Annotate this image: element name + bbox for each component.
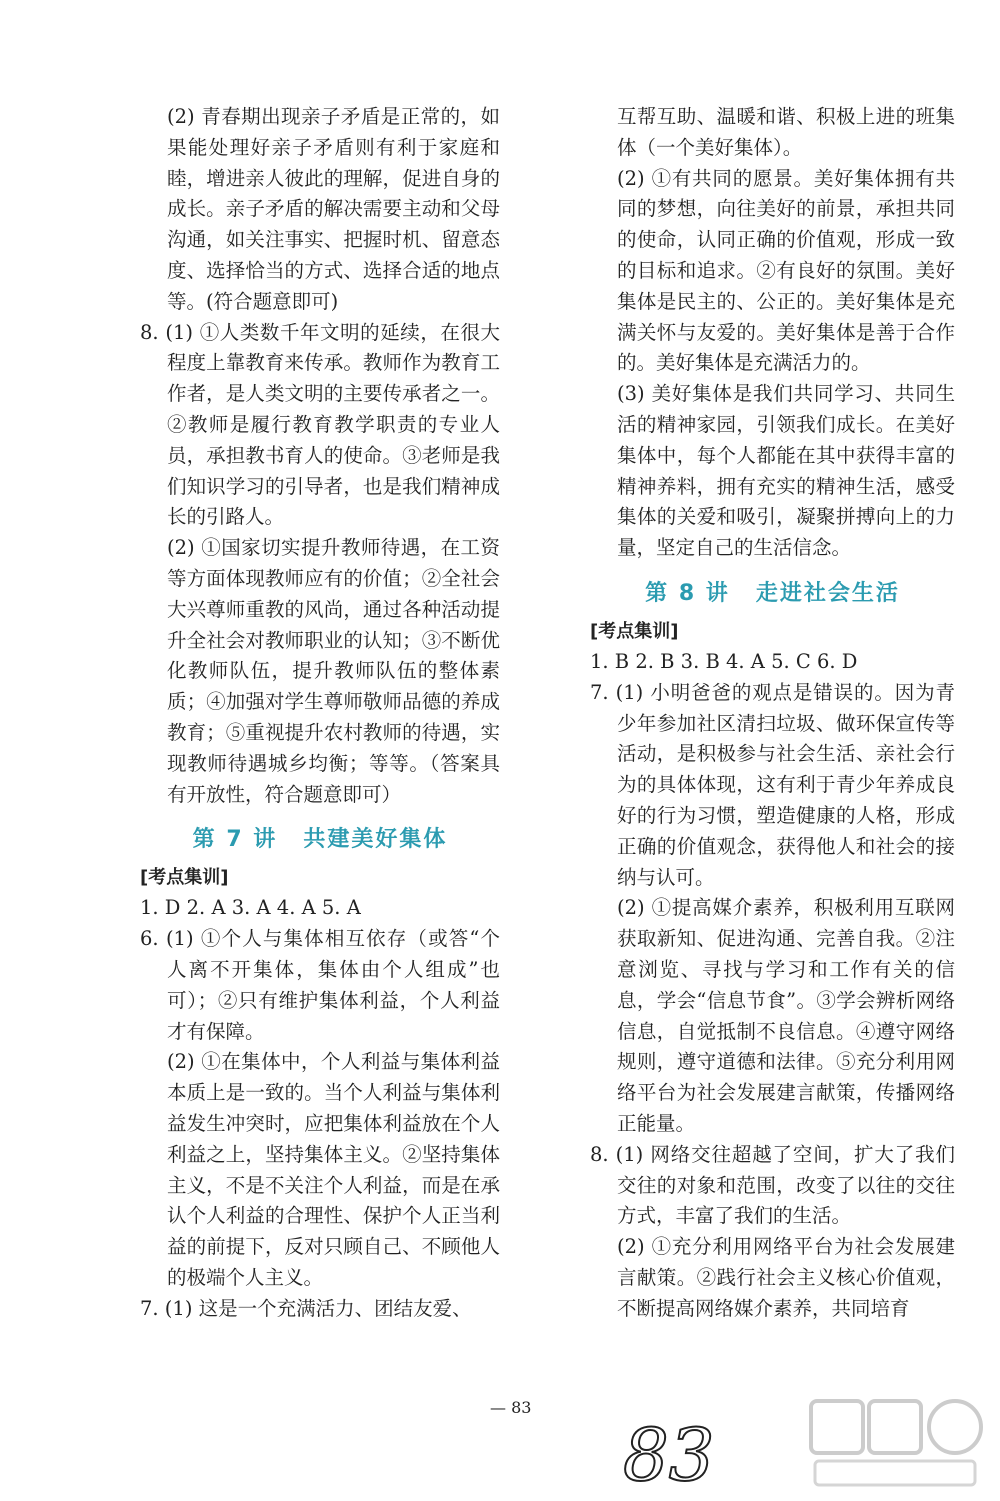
answer-8-1: 8. (1) 网络交往超越了空间，扩大了我们交往的对象和范围，改变了以往的交往方式，丰富了我们的生活。	[590, 1142, 955, 1228]
section-label: [考点集训]	[590, 620, 679, 642]
choice-answers: 1. D 2. A 3. A 4. A 5. A	[140, 896, 361, 920]
lesson-title: 走进社会生活	[755, 580, 900, 606]
answer-6-2: (2) ①在集体中，个人利益与集体利益本质上是一致的。当个人利益与集体利益发生冲突时，应把集体利益放在个人利益之上，坚持集体主义。②坚持集体主义，不是不关注个人利益，而是在承认个人利益的合理性、保护个人正当利益的前提下，反对只顾自己、不顾他人的极端个人主义。	[167, 1050, 500, 1289]
answer-7-2b: (2) ①提高媒介素养，积极利用互联网获取新知、促进沟通、完善自我。②注意浏览、寻找与学习和工作有关的信息，学会“信息节食”。③学会辨析网络信息，自觉抵制不良信息。④遵守网络规则，遵守道德和法律。⑤充分利用网络平台为社会发展建言献策，传播网络正能量。	[617, 896, 955, 1135]
lesson-8-heading	[590, 576, 955, 607]
page-number: — 83	[490, 1398, 532, 1417]
left-column	[140, 102, 500, 1324]
lesson-title: 共建美好集体	[303, 827, 448, 853]
answer-7-1-cont: 互帮互助、温暖和谐、积极上进的班集体（一个美好集体）。	[617, 105, 955, 159]
answer-7-2: (2) 青春期出现亲子矛盾是正常的，如果能处理好亲子矛盾则有利于家庭和睦，增进亲人彼此的理解，促进自身的成长。亲子矛盾的解决需要主动和父母沟通，如关注事实、把握时机、留意态度、选择恰当的方式、选择合适的地点等。(符合题意即可)	[167, 105, 500, 313]
handwritten-text: 83	[623, 1413, 715, 1495]
answer-6-1: 6. (1) ①个人与集体相互依存（或答“个人离不开集体，集体由个人组成”也可）；②只有维护集体利益，个人利益才有保障。	[140, 927, 500, 1043]
answer-8-2: (2) ①国家切实提升教师待遇，在工资等方面体现教师应有的价值；②全社会大兴尊师重教的风尚，通过各种活动提升全社会对教师职业的认知；③不断优化教师队伍，提升教师队伍的整体素质；④加强对学生尊师敬师品德的养成教育；⑤重视提升农村教师的待遇，实现教师待遇城乡均衡；等等。（答案具有开放性，符合题意即可）	[167, 536, 500, 806]
lesson-number: 第 7 讲	[192, 827, 278, 853]
section-label: [考点集训]	[140, 867, 229, 889]
answer-7-3: (3) 美好集体是我们共同学习、共同生活的精神家园，引领我们成长。在美好集体中，每个人都能在其中获得丰富的精神养料，拥有充实的精神生活，感受集体的关爱和吸引，凝聚拼搏向上的力量，坚定自己的生活信念。	[617, 382, 955, 560]
answer-7-2: (2) ①有共同的愿景。美好集体拥有共同的梦想，向往美好的前景，承担共同的使命，认同正确的价值观，形成一致的目标和追求。②有良好的氛围。美好集体是民主的、公正的。美好集体是充满关怀与友爱的。美好集体是善于合作的。美好集体是充满活力的。	[617, 166, 955, 375]
answer-8-2: (2) ①充分利用网络平台为社会发展建言献策。②践行社会主义核心价值观，不断提高网络媒介素养，共同培育	[617, 1235, 955, 1320]
lesson-7-heading	[140, 822, 500, 853]
answer-site-logo-icon	[805, 1395, 990, 1495]
choice-answers: 1. B 2. B 3. B 4. A 5. C 6. D	[590, 649, 858, 673]
answer-8-1: 8. (1) ①人类数千年文明的延续，在很大程度上靠教育来传承。教师作为教育工作者，是人类文明的主要传承者之一。②教师是履行教育教学职责的专业人员，承担教书育人的使命。③老师是我们知识学习的引导者，也是我们精神成长的引路人。	[140, 320, 500, 529]
right-column	[590, 102, 955, 1324]
answer-7-1: 7. (1) 小明爸爸的观点是错误的。因为青少年参加社区清扫垃圾、做环保宣传等活动，是积极参与社会生活、亲社会行为的具体体现，这有利于青少年养成良好的行为习惯，塑造健康的人格，形成正确的价值观念，获得他人和社会的接纳与认可。	[590, 680, 955, 889]
handwritten-page-number	[618, 1410, 728, 1495]
lesson-number: 第 8 讲	[645, 580, 730, 606]
answer-7-1-start: 7. (1) 这是一个充满活力、团结友爱、	[140, 1296, 472, 1320]
